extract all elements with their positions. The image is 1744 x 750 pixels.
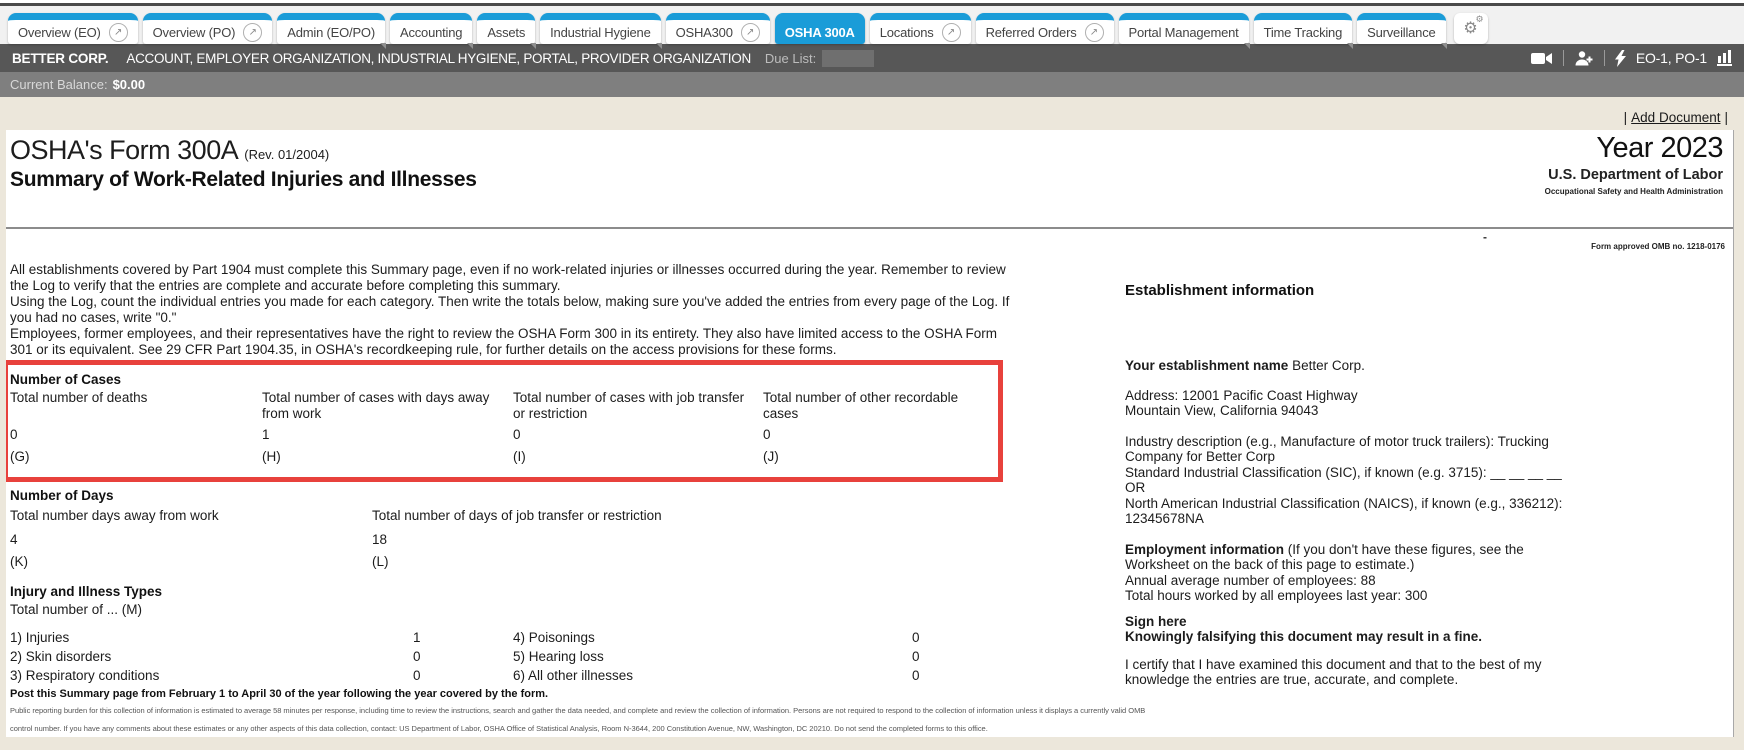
external-link-icon[interactable]: [741, 23, 760, 42]
tab[interactable]: [870, 13, 971, 44]
tab[interactable]: [8, 13, 138, 44]
tab-label: Admin (EO/PO): [287, 24, 375, 40]
tab-label: Locations: [879, 24, 934, 40]
add-user-icon[interactable]: [1574, 50, 1594, 66]
industry-block: [1125, 434, 1577, 527]
pipe: |: [1623, 110, 1628, 125]
case-code: (H): [262, 449, 281, 464]
number-of-days-heading: Number of Days: [10, 488, 114, 503]
injury-row: [10, 666, 1022, 685]
injury-value-left: 0: [413, 668, 421, 683]
tab[interactable]: [390, 13, 472, 44]
employment-block: [1125, 542, 1577, 604]
administration-label: Occupational Safety and Health Administration: [1544, 187, 1723, 196]
lightning-bolt-icon[interactable]: [1615, 50, 1626, 67]
intro-paragraph: Using the Log, count the individual entries you made for each category. Then write the totals below, making sure you've added the entries from every page of the Log. If you had no cases, write "0.": [10, 294, 1010, 325]
case-value: 1: [262, 427, 270, 442]
form-year: Year 2023: [1596, 132, 1723, 164]
post-summary-note: Post this Summary page from February 1 to April 30 of the year following the year covered by the form.: [10, 688, 549, 700]
day-label: Total number days away from work: [10, 508, 219, 523]
dropdown-corner-icon: [1347, 43, 1353, 49]
tab-label: Portal Management: [1128, 24, 1239, 40]
form-title: [10, 135, 329, 166]
tab[interactable]: [477, 13, 535, 44]
form-subtitle: Summary of Work-Related Injuries and Illnesses: [10, 168, 477, 191]
address-line-1: Address: 12001 Pacific Coast Highway: [1125, 387, 1358, 403]
gear-small-icon: [1475, 15, 1483, 24]
tab[interactable]: [1357, 13, 1445, 44]
page-background: [0, 97, 1744, 750]
department-label: U.S. Department of Labor: [1548, 167, 1723, 183]
injury-label-left: 1) Injuries: [10, 630, 70, 645]
intro-paragraphs: [10, 262, 1016, 358]
injury-value-left: 0: [413, 649, 421, 664]
injury-label-right: 6) All other illnesses: [513, 668, 634, 683]
tab-label: Assets: [487, 24, 526, 40]
add-document-link[interactable]: Add Document: [1631, 110, 1721, 125]
injury-value-left: 1: [413, 630, 421, 645]
divider: [1563, 50, 1564, 66]
dropdown-corner-icon: [380, 43, 386, 49]
tab-label: OSHA300: [675, 24, 733, 40]
account-roles: ACCOUNT, EMPLOYER ORGANIZATION, INDUSTRIAL HYGIENE, PORTAL, PROVIDER ORGANIZATION: [126, 50, 751, 66]
sign-here-label: Sign here: [1125, 613, 1187, 629]
dropdown-corner-icon: [656, 43, 662, 49]
due-list-label: Due List:: [764, 50, 817, 66]
injury-types-table: [10, 628, 1022, 685]
day-column: [10, 508, 372, 569]
injury-label-left: 3) Respiratory conditions: [10, 668, 160, 683]
divider: [1604, 50, 1605, 66]
external-link-icon[interactable]: [109, 23, 128, 42]
tab-label: Time Tracking: [1263, 24, 1343, 40]
company-name: BETTER CORP.: [12, 50, 109, 66]
settings-tab[interactable]: [1454, 13, 1488, 44]
number-of-cases-highlight-box: [6, 360, 1003, 482]
hours-line: Total hours worked by all employees last year: 300: [1125, 588, 1428, 603]
form-revision: (Rev. 01/2004): [244, 147, 330, 162]
account-bar-actions: [1531, 50, 1732, 67]
case-column: [10, 390, 262, 465]
falsify-warning: Knowingly falsifying this document may result in a fine.: [1125, 629, 1483, 644]
tab-label: Overview (PO): [152, 24, 236, 40]
pipe: |: [1724, 110, 1728, 125]
tab[interactable]: [277, 13, 385, 44]
employment-heading-line: [1125, 542, 1577, 573]
tab-label: Industrial Hygiene: [550, 24, 651, 40]
balance-label: Current Balance:: [10, 77, 108, 92]
dropdown-corner-icon: [1244, 43, 1250, 49]
or-line: OR: [1125, 480, 1146, 495]
case-column: [763, 390, 998, 465]
day-code: (L): [372, 554, 389, 569]
number-of-cases-heading: Number of Cases: [10, 372, 122, 387]
bar-chart-icon[interactable]: [1717, 50, 1732, 66]
case-label: Total number of other recordable cases: [763, 390, 959, 421]
day-code: (K): [10, 554, 28, 569]
injury-types-heading: Injury and Illness Types: [10, 584, 163, 599]
dropdown-corner-icon: [467, 43, 473, 49]
video-camera-icon[interactable]: [1531, 51, 1553, 66]
case-code: (I): [513, 449, 526, 464]
intro-paragraph: Employees, former employees, and their representatives have the right to review the OSHA Form 300 in its entirety. They also have limited access to the OSHA Form 301 or its equivalent. See 29 CFR Part 1904.35, in OSHA's recordkeeping rule, for further details on the access provisions for these forms.: [10, 326, 997, 357]
case-column: [262, 390, 513, 465]
injury-row: [10, 628, 1022, 647]
injury-types-subheading: Total number of ... (M): [10, 602, 143, 617]
injury-value-right: 0: [912, 668, 920, 683]
form-header-right: [1545, 132, 1723, 196]
case-value: 0: [10, 427, 18, 442]
certify-statement: I certify that I have examined this document and that to the best of my knowledge the entries are true, accurate, and complete.: [1125, 656, 1542, 687]
account-bar: [0, 44, 1744, 72]
injury-types-section: [10, 583, 1022, 685]
establishment-name-line: [1125, 358, 1577, 374]
tab-label: Accounting: [399, 24, 463, 40]
number-of-cases-grid: [10, 390, 998, 465]
tab-label: Surveillance: [1367, 24, 1436, 40]
day-value: 18: [372, 532, 388, 547]
tab-label: OSHA 300A: [784, 24, 855, 40]
tab[interactable]: [1119, 13, 1249, 44]
tab[interactable]: [976, 13, 1114, 44]
entity-label: EO-1, PO-1: [1635, 50, 1707, 66]
establishment-panel: [1125, 282, 1577, 688]
case-label: Total number of deaths: [10, 390, 148, 405]
balance-bar: [0, 72, 1744, 97]
case-code: (G): [10, 449, 30, 464]
case-column: [513, 390, 763, 465]
tab[interactable]: [540, 13, 660, 44]
injury-label-right: 5) Hearing loss: [513, 649, 604, 664]
dropdown-corner-icon: [530, 43, 536, 49]
collapse-dash[interactable]: -: [1483, 230, 1487, 244]
external-link-icon[interactable]: [243, 23, 262, 42]
injury-value-right: 0: [912, 630, 920, 645]
form-card: [6, 130, 1734, 737]
case-label: Total number of cases with days away from work: [262, 390, 490, 421]
header-rule: [6, 227, 1733, 229]
employment-note: (If you don't have these figures, see the Worksheet on the back of this page to estimate.): [1125, 541, 1524, 572]
employment-label: Employment information: [1125, 541, 1285, 557]
tab-bar: [0, 6, 1744, 44]
tab[interactable]: [143, 13, 273, 44]
injury-label-left: 2) Skin disorders: [10, 649, 112, 664]
case-code: (J): [763, 449, 779, 464]
number-of-days-section: [10, 487, 1010, 569]
address-line-2: Mountain View, California 94043: [1125, 403, 1319, 418]
dropdown-corner-icon: [1441, 43, 1447, 49]
injury-row: [10, 647, 1022, 666]
naics-line: North American Industrial Classification (NAICS), if known (e.g., 336212): 12345678NA: [1125, 495, 1563, 526]
sic-line: Standard Industrial Classification (SIC), if known (e.g. 3715): __ __ __ __: [1125, 464, 1562, 480]
intro-paragraph: All establishments covered by Part 1904 must complete this Summary page, even if no work-related injuries or illnesses occurred during the year. Remember to review the Log to verify that the entries are complete and accurate before completing this summary.: [10, 262, 1006, 293]
injury-label-right: 4) Poisonings: [513, 630, 595, 645]
case-label: Total number of cases with job transfer or restriction: [513, 390, 745, 421]
day-value: 4: [10, 532, 18, 547]
establishment-name-label: Your establishment name: [1125, 358, 1289, 373]
fine-print: [10, 706, 1145, 737]
external-link-icon[interactable]: [942, 23, 961, 42]
case-value: 0: [513, 427, 521, 442]
industry-description: Industry description (e.g., Manufacture of motor truck trailers): Trucking Company for Better Corp: [1125, 433, 1549, 464]
day-column: [372, 508, 1010, 569]
establishment-heading: Establishment information: [1125, 282, 1315, 299]
tab[interactable]: [666, 13, 770, 44]
due-list-value-box[interactable]: [822, 50, 874, 67]
tab[interactable]: [1254, 13, 1353, 44]
fine-print-line: control number. If you have any comments about these estimates or any other aspects of this data collection, contact: US Department of Labor, OSHA Office of Statistical Analysis, Room N-3644, 200 Constitution Avenue, NW, Washington, DC 20210. Do not send the completed forms to this office.: [10, 724, 988, 733]
form-title-text: OSHA's Form 300A: [10, 135, 239, 165]
number-of-days-grid: [10, 508, 1010, 569]
establishment-address: [1125, 388, 1577, 419]
case-value: 0: [763, 427, 771, 442]
fine-print-line: Public reporting burden for this collection of information is estimated to average 58 minutes per response, including time to review the instructions, search and gather the data needed, and complete and review the collection of information. Persons are not required to respond to the collection of information unless it displays a currently valid OMB: [10, 706, 1146, 715]
add-document-row: [1620, 110, 1732, 125]
balance-value: $0.00: [112, 77, 146, 92]
employees-line: Annual average number of employees: 88: [1125, 572, 1376, 588]
sign-block: [1125, 614, 1577, 645]
day-label: Total number of days of job transfer or restriction: [372, 508, 662, 523]
external-link-icon[interactable]: [1085, 23, 1104, 42]
establishment-name-value: Better Corp.: [1292, 358, 1365, 373]
tab[interactable]: [775, 13, 865, 44]
tab-label: Referred Orders: [985, 24, 1077, 40]
omb-approval-note: Form approved OMB no. 1218-0176: [1591, 242, 1725, 251]
injury-value-right: 0: [912, 649, 920, 664]
tab-label: Overview (EO): [18, 24, 101, 40]
